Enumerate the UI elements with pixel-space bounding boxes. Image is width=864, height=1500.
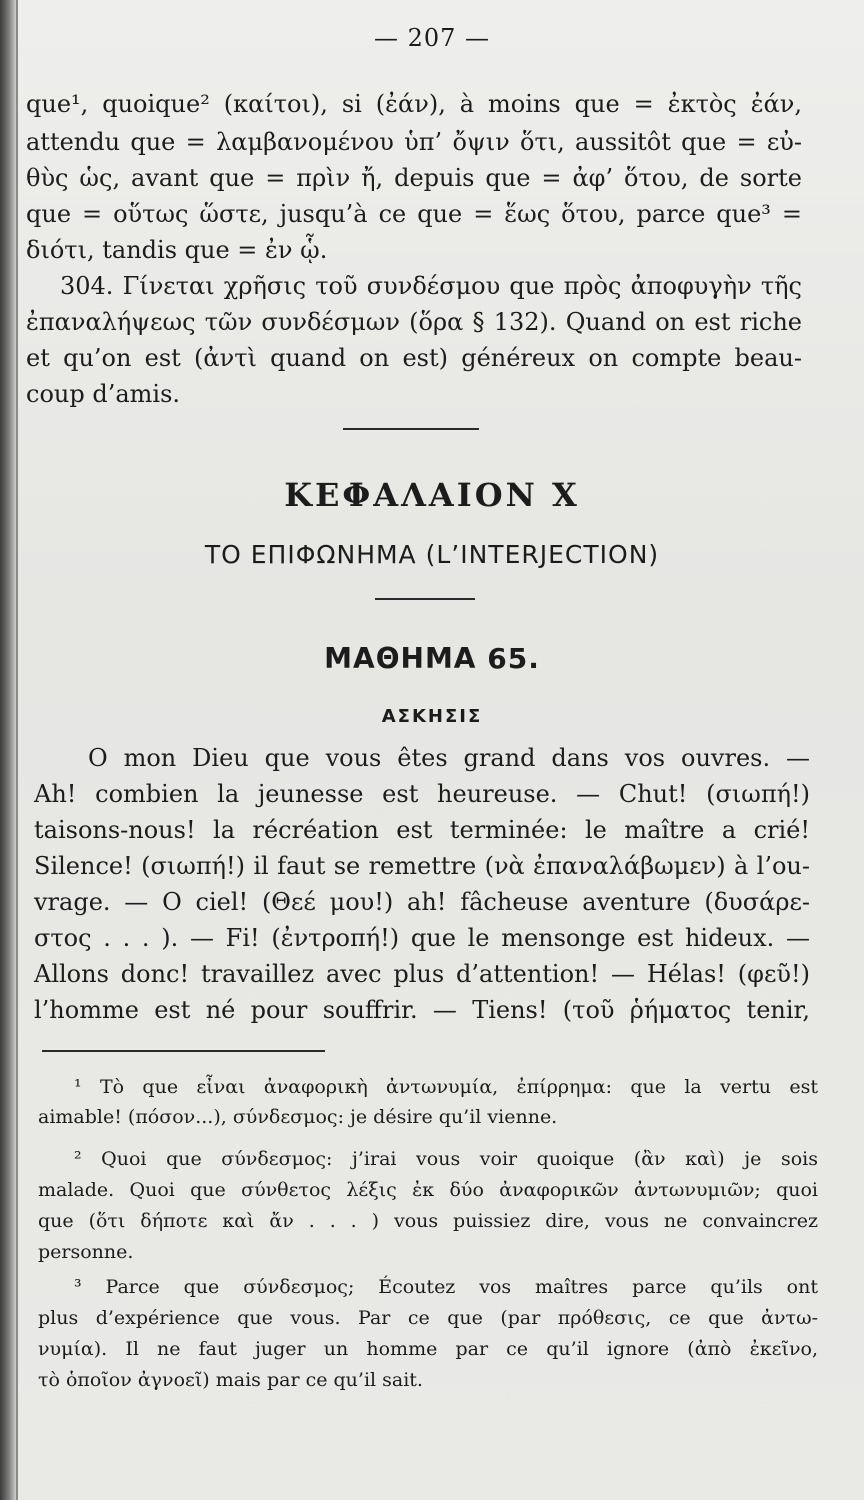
body-line: 304. Γίνεται χρῆσις τοῦ συνδέσμου que πρὸς ἀποφυγὴν τῆς — [60, 272, 802, 300]
body-line: et qu’on est (ἀντὶ quand on est) généreux on compte beau- — [26, 344, 802, 372]
body-line: attendu que = λαμβανομένου ὑπ’ ὄψιν ὅτι, aussitôt que = εὐ- — [26, 128, 802, 156]
exercise-line: Silence! (σιωπή!) il faut se remettre (νὰ ἐπαναλάβωμεν) à l’ou- — [34, 852, 810, 880]
body-line: que = οὕτως ὥστε, jusqu’à ce que = ἕως ὅτου, parce que³ = — [26, 200, 802, 228]
chapter-divider — [375, 598, 475, 600]
footnote-line: malade. Quoi que σύνθετος λέξις ἐκ δύο ἀναφορικῶν ἀντωνυμιῶν; quoi — [38, 1179, 818, 1201]
chapter-subtitle: ΤΟ ΕΠΙΦΩΝΗΜΑ (L’INTERJECTION) — [204, 540, 660, 569]
footnote-line: ³ Parce que σύνδεσμος; Écoutez vos maîtres parce qu’ils ont — [74, 1276, 818, 1298]
exercise-line: l’homme est né pour souffrir. — Tiens! (τοῦ ῥήματος tenir, — [34, 996, 810, 1024]
footnote-line: aimable! (πόσον...), σύνδεσμος: je désire qu’il vienne. — [38, 1106, 558, 1128]
body-line: coup d’amis. — [26, 380, 181, 408]
exercise-line: vrage. — O ciel! (Θεέ μου!) ah! fâcheuse aventure (δυσάρε- — [34, 888, 810, 916]
footnote-line: ¹ Τὸ que εἶναι ἀναφορικὴ ἀντωνυμία, ἐπίρρημα: que la vertu est — [74, 1076, 818, 1098]
footnote-line: νυμία). Il ne faut juger un homme par ce qu’il ignore (ἀπὸ ἐκεῖνο, — [38, 1338, 818, 1360]
page-binding-edge — [0, 0, 16, 1500]
footnote-line: plus d’expérience que vous. Par ce que (par πρόθεσις, ce que ἀντω- — [38, 1307, 818, 1329]
body-line: διότι, tandis que = ἐν ᾧ. — [26, 236, 328, 264]
body-line: θὺς ὡς, avant que = πρὶν ἤ, depuis que = ἀφ’ ὅτου, de sorte — [26, 164, 802, 192]
exercise-line: Ah! combien la jeunesse est heureuse. — Chut! (σιωπή!) — [34, 780, 810, 808]
body-line: que¹, quoique² (καίτοι), si (ἐάν), à moins que = ἐκτὸς ἐάν, — [26, 90, 802, 118]
footnote-line: τὸ ὁποῖον ἀγνοεῖ) mais par ce qu’il sait. — [38, 1369, 423, 1391]
exercise-title: ΑΣΚΗΣΙΣ — [381, 706, 483, 727]
chapter-title: ΚΕΦΑΛΑΙΟΝ X — [284, 476, 580, 514]
section-divider — [343, 428, 479, 430]
footnote-line: que (ὅτι δήποτε καὶ ἄν . . . ) vous puissiez dire, vous ne convaincrez — [38, 1210, 818, 1232]
exercise-line: Allons donc! travaillez avec plus d’attention! — Hélas! (φεῦ!) — [34, 960, 810, 988]
footnote-line: ² Quoi que σύνδεσμος: j’irai vous voir quoique (ἂν καὶ) je sois — [74, 1148, 818, 1170]
footnote-line: personne. — [38, 1241, 134, 1263]
body-line: ἐπαναλήψεως τῶν συνδέσμων (ὅρα § 132). Quand on est riche — [26, 308, 802, 336]
page-edge-line — [16, 0, 18, 1500]
exercise-line: στος . . . ). — Fi! (ἐντροπή!) que le mensonge est hideux. — — [34, 924, 810, 952]
exercise-line: O mon Dieu que vous êtes grand dans vos ouvres. — — [88, 744, 810, 772]
footnote-divider — [42, 1050, 325, 1052]
page-number: — 207 — — [373, 24, 491, 52]
lesson-title: ΜΑΘΗΜΑ 65. — [324, 642, 540, 675]
exercise-line: taisons-nous! la récréation est terminée: le maître a crié! — [34, 816, 810, 844]
